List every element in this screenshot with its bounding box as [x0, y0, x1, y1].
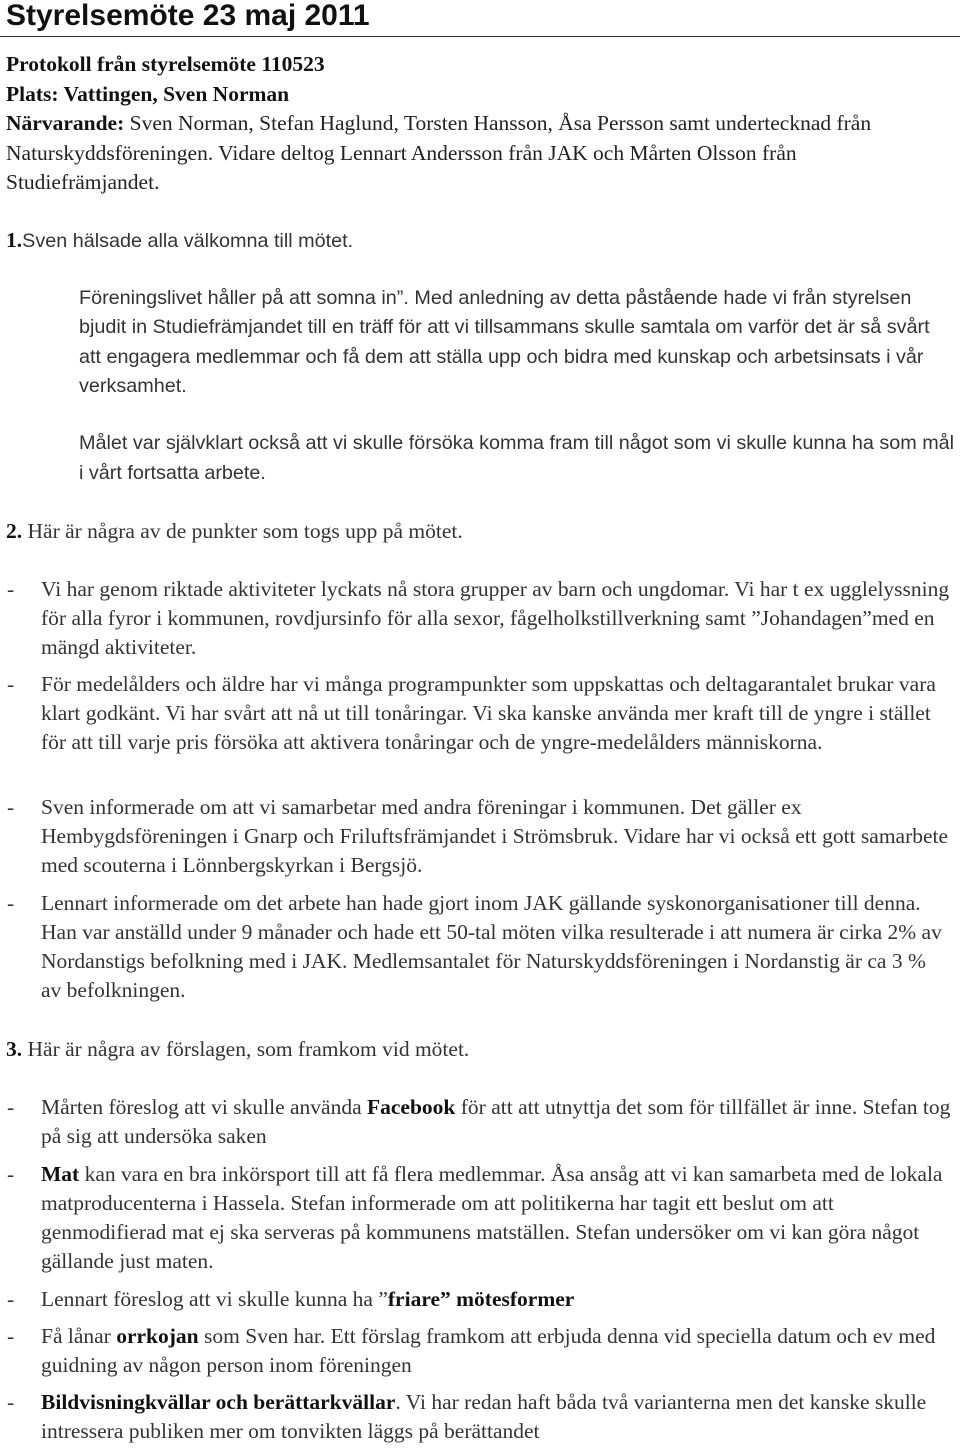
page-title: Styrelsemöte 23 maj 2011	[6, 0, 370, 32]
place-value: Vattingen, Sven Norman	[63, 81, 290, 106]
section-3-heading	[6, 1035, 906, 1064]
proposal-item-orrkojan: Få lånar orrkojan som Sven har. Ett förslag framkom att erbjuda denna vid speciella datum och ev med guidning av någon person inom föreningen	[41, 1324, 936, 1377]
section-2-number: 2.	[6, 519, 23, 543]
proposal-item-mat: Mat kan vara en bra inkörsport till att få flera medlemmar. Åsa ansåg att vi kan samarbeta med de lokala matproducenterna i Hassela. Stefan informerade om att politikerna har tagit ett beslut om att genmodifierad mat ej ska serveras på kommunens matställen. Stefan undersöker om vi kan göra något gällande just maten.	[41, 1162, 943, 1273]
bullet-dash: -	[7, 1162, 15, 1186]
proposal-keyword: orrkojan	[116, 1324, 199, 1348]
bullet-dash: -	[7, 891, 15, 915]
proposal-keyword: Mat	[41, 1162, 80, 1186]
title-divider	[0, 36, 960, 37]
section-1-paragraph-2: Målet var självklart också att vi skulle försöka komma fram till något som vi skulle kunna ha som mål i vårt fortsatta arbete.	[79, 432, 955, 484]
discussion-item-1: Vi har genom riktade aktiviteter lyckats nå stora grupper av barn och ungdomar. Vi har t ex ugglelyssning för alla fyror i kommunen, rovdjursinfo för alla sexor, fågelholkstillverkning samt ”Johandagen”med en mängd aktiviteter.	[41, 577, 950, 659]
bullet-dash: -	[7, 1095, 15, 1119]
section-2-heading	[6, 517, 906, 546]
section-1-paragraph-1	[79, 284, 956, 401]
present-line	[6, 109, 951, 198]
proposal-keyword: Bildvisningkvällar och berättarkvällar	[41, 1390, 396, 1414]
place-label: Plats:	[6, 81, 59, 106]
proposal-item-bildvisning: Bildvisningkvällar och berättarkvällar. Vi har redan haft båda två varianterna men det kanske skulle intressera publiken mer om tonvikten läggs på berättandet	[41, 1390, 927, 1443]
bullet-dash: -	[7, 577, 15, 601]
proposal-keyword: friare” mötesformer	[387, 1287, 575, 1311]
section-3-number: 3.	[6, 1037, 23, 1061]
bullet-dash: -	[7, 795, 15, 819]
bullet-dash: -	[7, 1390, 15, 1414]
present-value: Sven Norman, Stefan Haglund, Torsten Hansson, Åsa Persson samt undertecknad från Naturskyddsföreningen. Vidare deltog Lennart Andersson från JAK och Mårten Olsson från Studiefrämjandet.	[6, 111, 872, 194]
bullet-dash: -	[7, 672, 15, 696]
section-1-number: 1.	[6, 228, 23, 252]
proposal-item-motesformer: Lennart föreslog att vi skulle kunna ha ”friare” mötesformer	[41, 1287, 575, 1311]
section-1-quote: Föreningslivet håller på att somna in”.	[79, 287, 409, 309]
discussion-item-4: Lennart informerade om det arbete han hade gjort inom JAK gällande syskonorganisationer till denna. Han var anställd under 9 månader och hade ett 50-tal möten vilka resulterade i att numera är cirka 2% av Nordanstigs befolkning med i JAK. Medlemsantalet för Naturskyddsföreningen i Nordanstig är ca 3 % av befolkningen.	[41, 891, 942, 1002]
proposal-item-facebook: Mårten föreslog att vi skulle använda Facebook för att att utnyttja det som för tillfället är inne. Stefan tog på sig att undersöka saken	[41, 1095, 951, 1148]
section-2-heading-text: Här är några av de punkter som togs upp på mötet.	[22, 519, 463, 543]
proposal-keyword: Facebook	[367, 1095, 456, 1119]
discussion-item-2: För medelålders och äldre har vi många programpunkter som uppskattas och deltagarantalet brukar vara klart godkänt. Vi har svårt att nå ut till tonåringar. Vi ska kanske använda mer kraft till de yngre i stället för att till varje pris försöka att aktivera tonåringar och de yngre-medelålders människorna.	[41, 672, 936, 754]
section-1-paragraph-1-text: Med anledning av detta påstående hade vi från styrelsen bjudit in Studiefrämjandet till en träff för att vi tillsammans skulle samtala om varför det är så svårt att engagera medlemmar och få dem att ställa upp och bidra med kunskap och arbetsinsats i vår verksamhet.	[79, 287, 930, 397]
section-1-heading	[6, 226, 906, 256]
bullet-dash: -	[7, 1287, 15, 1311]
place-line	[6, 80, 951, 110]
protocol-line: Protokoll från styrelsemöte 110523	[6, 52, 325, 76]
discussion-item-3: Sven informerade om att vi samarbetar med andra föreningar i kommunen. Det gäller ex Hembygdsföreningen i Gnarp och Friluftsfrämjandet i Strömsbruk. Vidare har vi också ett gott samarbete med scouterna i Lönnbergskyrkan i Bergsjö.	[41, 795, 949, 877]
section-1-heading-text: Sven hälsade alla välkomna till mötet.	[22, 230, 354, 252]
section-3-heading-text: Här är några av förslagen, som framkom vid mötet.	[22, 1037, 470, 1061]
present-label: Närvarande:	[6, 111, 125, 135]
meeting-header	[6, 50, 951, 198]
bullet-dash: -	[7, 1324, 15, 1348]
